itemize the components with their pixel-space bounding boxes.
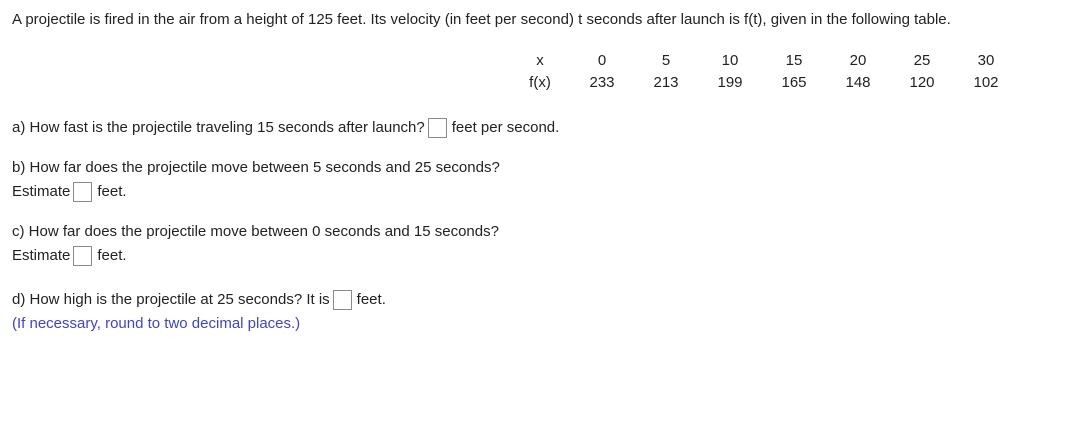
problem-statement: A projectile is fired in the air from a height of 125 feet. Its velocity (in feet per second) t seconds after launch is f(t), given in the following table. [12, 11, 951, 28]
question-a-text: a) How fast is the projectile traveling 15 seconds after launch? [12, 119, 425, 136]
x-cell: 5 [661, 52, 671, 69]
fx-cell: 213 [653, 74, 679, 91]
x-cell: 10 [721, 52, 739, 69]
fx-header: f(x) [529, 74, 551, 91]
table-row-fx [510, 72, 1018, 94]
x-header: x [536, 52, 544, 69]
question-c-answer-line [12, 245, 127, 267]
rounding-hint: (If necessary, round to two decimal places.) [12, 315, 301, 332]
answer-b-input[interactable] [73, 182, 92, 202]
question-b-answer-line [12, 181, 127, 203]
question-d-text: d) How high is the projectile at 25 seconds? It is [12, 291, 330, 308]
velocity-table [510, 50, 1018, 94]
fx-cell: 233 [589, 74, 615, 91]
question-b-unit: feet. [97, 183, 127, 200]
answer-a-input[interactable] [428, 118, 447, 138]
x-cell: 20 [849, 52, 867, 69]
table-row-x [510, 50, 1018, 72]
x-cell: 30 [977, 52, 995, 69]
answer-c-input[interactable] [73, 246, 92, 266]
fx-cell: 199 [717, 74, 743, 91]
question-c-prefix: Estimate [12, 247, 71, 264]
fx-cell: 102 [973, 74, 999, 91]
x-cell: 0 [597, 52, 607, 69]
question-b-prefix: Estimate [12, 183, 71, 200]
fx-cell: 120 [909, 74, 935, 91]
fx-cell: 148 [845, 74, 871, 91]
question-a [12, 117, 559, 139]
x-cell: 15 [785, 52, 803, 69]
question-a-unit: feet per second. [451, 119, 560, 136]
question-c-text: c) How far does the projectile move between 0 seconds and 15 seconds? [12, 223, 499, 240]
question-c-unit: feet. [97, 247, 127, 264]
question-d-unit: feet. [356, 291, 386, 308]
question-d [12, 289, 386, 311]
answer-d-input[interactable] [333, 290, 352, 310]
x-cell: 25 [913, 52, 931, 69]
question-b-text: b) How far does the projectile move between 5 seconds and 25 seconds? [12, 159, 500, 176]
fx-cell: 165 [781, 74, 807, 91]
